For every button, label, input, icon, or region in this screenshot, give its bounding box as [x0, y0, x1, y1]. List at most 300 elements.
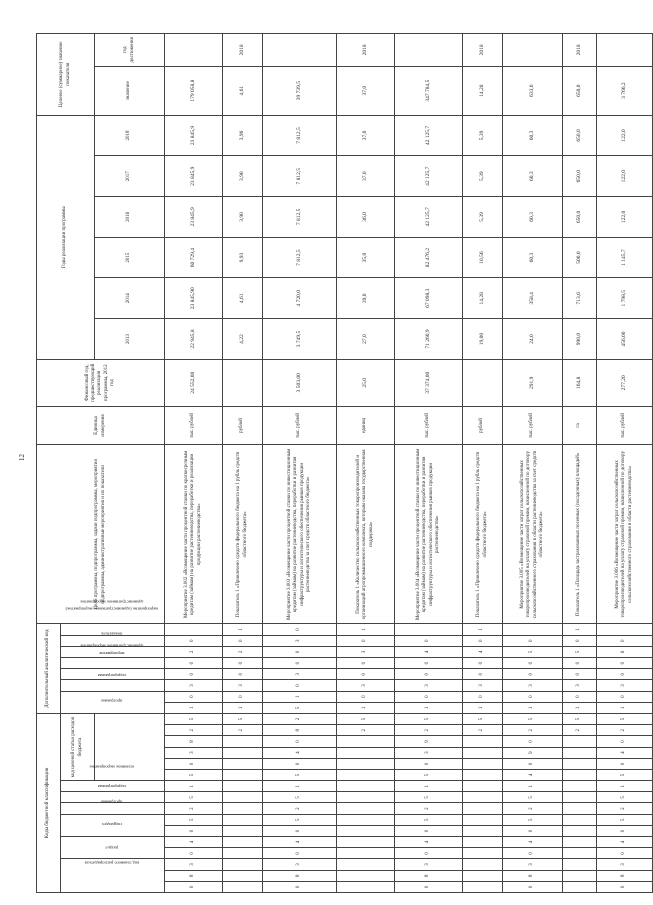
- code-digit: [563, 881, 597, 892]
- final-year: 2018: [337, 34, 395, 67]
- code-digit: [223, 870, 263, 881]
- code-digit: [337, 814, 395, 825]
- code-digit: 3: [463, 680, 503, 691]
- code-digit: 1: [165, 702, 223, 713]
- code-digit: 0: [463, 657, 503, 668]
- year-value: 4,22: [223, 319, 263, 360]
- code-digit: 0: [223, 691, 263, 702]
- code-digit: [223, 758, 263, 769]
- goal-name-cell: Показатель 1 «Привлечено средств федерального бюджета на 1 рубль средств областного бюджета»: [223, 445, 263, 624]
- code-digit: 2: [395, 803, 463, 814]
- header-additional-sub-text: показатель: [101, 631, 123, 637]
- table-row: [263, 34, 337, 893]
- year-value: 23 845,9: [165, 156, 223, 197]
- code-digit: 0: [395, 758, 463, 769]
- goal-name-cell: Показатель 1 «Площадь застрахованных посевных (посадочных) площадей»: [563, 445, 597, 624]
- code-digit: [463, 859, 503, 870]
- code-digit: 0: [395, 881, 463, 892]
- year-value: 23 845,90: [165, 278, 223, 319]
- code-digit: 4: [395, 646, 463, 657]
- year-value: 122,0: [597, 115, 653, 156]
- code-digit: 2: [223, 725, 263, 736]
- code-digit: 2: [563, 725, 597, 736]
- code-digit: 0: [337, 657, 395, 668]
- code-digit: 5: [223, 713, 263, 724]
- code-digit: [463, 803, 503, 814]
- final-year: [165, 34, 223, 67]
- code-digit: 8: [597, 870, 653, 881]
- year-value: 67 098,3: [395, 278, 463, 319]
- header-budget-sub-text: раздел: [105, 845, 119, 851]
- code-digit: 2: [597, 803, 653, 814]
- code-digit: 5: [395, 792, 463, 803]
- code-digit: 5: [165, 814, 223, 825]
- goal-name-cell: Мероприятие 3.002 «Возмещение части процентной ставки по краткосрочным кредитам (займам) на развитие растениеводства, переработки и реализации продукции растениеводства»: [165, 445, 223, 624]
- header-additional-sub-text: подпрограмма: [97, 672, 126, 678]
- code-digit: 8: [165, 870, 223, 881]
- goal-name-cell: Мероприятие 3.004 «Возмещение части процентной ставки по инвестиционным кредитам (займам) на развитие растениеводства, переработки и развития инфраструктуры и логистического обеспечения рынков продукции растениеводства»: [395, 445, 463, 624]
- header-budget-sub-text: основное мероприятие: [89, 764, 135, 770]
- code-digit: 0: [597, 657, 653, 668]
- final-value: 39 739,5: [263, 66, 337, 115]
- code-digit: 4: [165, 837, 223, 848]
- year-value: 35,0: [337, 237, 395, 278]
- code-digit: [563, 825, 597, 836]
- code-digit: 0: [337, 635, 395, 646]
- code-digit: [337, 870, 395, 881]
- code-digit: 5: [165, 792, 223, 803]
- year-value: 1 145,7: [597, 237, 653, 278]
- code-digit: [563, 758, 597, 769]
- year-value: 990,0: [563, 319, 597, 360]
- code-digit: 0: [263, 646, 337, 657]
- code-digit: 1: [263, 691, 337, 702]
- code-digit: 1: [503, 702, 563, 713]
- header-budget-sub: [61, 814, 165, 836]
- code-digit: 2: [503, 725, 563, 736]
- code-digit: [165, 624, 223, 635]
- year-value: 60,3: [503, 237, 563, 278]
- code-digit: 0: [263, 736, 337, 747]
- code-digit: 0: [165, 635, 223, 646]
- code-digit: [563, 769, 597, 780]
- year-value: 4 720,0: [263, 278, 337, 319]
- code-digit: [463, 747, 503, 758]
- unit-cell: тыс. рублей: [503, 406, 563, 445]
- code-digit: [223, 881, 263, 892]
- final-value: 633,6: [503, 66, 563, 115]
- code-digit: 0: [503, 635, 563, 646]
- year-value: 358,4: [503, 278, 563, 319]
- code-digit: [563, 859, 597, 870]
- code-digit: 2: [165, 646, 223, 657]
- year-value: 7 812,5: [263, 197, 337, 238]
- code-digit: [463, 758, 503, 769]
- code-digit: [395, 624, 463, 635]
- header-unit: Единица измерения: [37, 406, 165, 445]
- code-digit: 0: [597, 825, 653, 836]
- table-row: [337, 34, 395, 893]
- code-digit: [463, 792, 503, 803]
- code-digit: 1: [563, 702, 597, 713]
- code-digit: [563, 781, 597, 792]
- table-row: [165, 34, 223, 893]
- year-value: 37,0: [337, 156, 395, 197]
- final-value: 3 766,2: [597, 66, 653, 115]
- final-year: [597, 34, 653, 67]
- code-digit: 0: [165, 848, 223, 859]
- header-budget-sub-text: программа: [101, 799, 123, 805]
- code-digit: 2: [223, 646, 263, 657]
- header-additional-sub-text: мероприятие: [99, 651, 125, 657]
- code-digit: 4: [263, 837, 337, 848]
- code-digit: 0: [395, 635, 463, 646]
- code-digit: [337, 792, 395, 803]
- code-digit: 5: [463, 713, 503, 724]
- code-digit: 2: [597, 725, 653, 736]
- code-digit: 4: [597, 837, 653, 848]
- code-digit: 0: [563, 691, 597, 702]
- code-digit: [337, 881, 395, 892]
- year-value: 5,39: [463, 197, 503, 238]
- code-digit: 5: [395, 713, 463, 724]
- code-digit: [597, 624, 653, 635]
- code-digit: [563, 803, 597, 814]
- code-digit: 5: [503, 646, 563, 657]
- program-table: [36, 33, 653, 893]
- base-year-value: 25,0: [337, 359, 395, 406]
- year-value: 60,3: [503, 156, 563, 197]
- code-digit: 0: [463, 691, 503, 702]
- code-digit: 9: [503, 747, 563, 758]
- code-digit: [563, 747, 597, 758]
- header-year-2017: 2017: [95, 156, 165, 197]
- code-digit: 0: [563, 669, 597, 680]
- year-value: 82 476,2: [395, 237, 463, 278]
- code-digit: 3: [395, 680, 463, 691]
- table-row: [395, 34, 463, 893]
- table-row: [563, 34, 597, 893]
- header-year-2015: 2015: [95, 237, 165, 278]
- code-digit: 5: [165, 713, 223, 724]
- year-value: 4,61: [223, 278, 263, 319]
- code-digit: 1: [165, 781, 223, 792]
- code-digit: 0: [463, 635, 503, 646]
- year-value: 36,0: [337, 197, 395, 238]
- code-digit: 0: [503, 669, 563, 680]
- final-year: [395, 34, 463, 67]
- header-final-sub: значение: [95, 66, 165, 115]
- code-digit: 0: [165, 669, 223, 680]
- code-digit: 0: [337, 691, 395, 702]
- code-digit: 0: [263, 657, 337, 668]
- code-digit: 5: [563, 713, 597, 724]
- year-value: 42 125,7: [395, 115, 463, 156]
- code-digit: 0: [503, 657, 563, 668]
- code-digit: 2: [337, 725, 395, 736]
- code-digit: 0: [263, 624, 337, 635]
- code-digit: [337, 837, 395, 848]
- code-digit: [337, 747, 395, 758]
- code-digit: 0: [223, 657, 263, 668]
- code-digit: [337, 758, 395, 769]
- code-digit: [563, 792, 597, 803]
- code-digit: 1: [503, 781, 563, 792]
- header-year-2016: 2016: [95, 197, 165, 238]
- header-year-2018: 2018: [95, 115, 165, 156]
- code-digit: [463, 781, 503, 792]
- code-digit: 3: [503, 859, 563, 870]
- unit-cell: тыс. рублей: [597, 406, 653, 445]
- final-year: 2018: [563, 34, 597, 67]
- code-digit: [563, 814, 597, 825]
- header-final-value: Целевое (суммарное) значение показателя: [37, 34, 95, 116]
- code-digit: 2: [463, 725, 503, 736]
- code-digit: 1: [395, 781, 463, 792]
- code-digit: [463, 814, 503, 825]
- code-digit: 0: [597, 758, 653, 769]
- table-row: [503, 34, 563, 893]
- code-digit: 2: [503, 803, 563, 814]
- code-digit: [503, 624, 563, 635]
- year-value: 3,90: [223, 197, 263, 238]
- base-year-value: 3 503,00: [263, 359, 337, 406]
- code-digit: 3: [165, 680, 223, 691]
- code-digit: [223, 859, 263, 870]
- code-digit: [223, 848, 263, 859]
- code-digit: 8: [165, 736, 223, 747]
- final-value: 650,0: [563, 66, 597, 115]
- code-digit: [337, 769, 395, 780]
- page-number: 12: [18, 454, 26, 461]
- code-digit: 0: [165, 881, 223, 892]
- code-digit: 1: [337, 702, 395, 713]
- header-goal-name: Цели программы, подпрограммы, задачи подпрограммы, мероприятия подпрограммы, административные мероприятия и их показатели: [37, 445, 165, 624]
- code-digit: 0: [395, 825, 463, 836]
- code-digit: 3: [395, 859, 463, 870]
- code-digit: 3: [597, 680, 653, 691]
- base-year-value: 37 374,00: [395, 359, 463, 406]
- code-digit: 0: [463, 669, 503, 680]
- code-digit: 5: [395, 814, 463, 825]
- year-value: 1 798,5: [597, 278, 653, 319]
- code-digit: [463, 837, 503, 848]
- base-year-value: [223, 359, 263, 406]
- year-value: 19,00: [463, 319, 503, 360]
- code-digit: [563, 736, 597, 747]
- code-digit: 5: [503, 713, 563, 724]
- goal-name-cell: Показатель 1 «Количество сельскохозяйственных товаропроизводителей и организаций агропромышленного комплекса, которым оказана государственная поддержка»: [337, 445, 395, 624]
- final-year: [263, 34, 337, 67]
- code-digit: 1: [223, 702, 263, 713]
- code-digit: 1: [563, 624, 597, 635]
- code-digit: 4: [597, 747, 653, 758]
- code-digit: 5: [597, 713, 653, 724]
- header-budget-sub-text: код главного распорядителя: [84, 860, 140, 866]
- code-digit: 1: [463, 624, 503, 635]
- header-additional-sub-text: административное мероприятие: [80, 598, 144, 604]
- code-digit: 0: [263, 758, 337, 769]
- year-value: 42 125,7: [395, 156, 463, 197]
- table-row: [463, 34, 503, 893]
- year-value: 3 749,5: [263, 319, 337, 360]
- code-digit: 3: [165, 859, 223, 870]
- code-digit: 0: [597, 881, 653, 892]
- code-digit: [563, 837, 597, 848]
- year-value: 122,0: [597, 156, 653, 197]
- code-digit: 5: [563, 646, 597, 657]
- header-additional-sub-text: мероприятие (административное мероприятие): [65, 606, 159, 612]
- code-digit: [223, 837, 263, 848]
- code-digit: 0: [597, 691, 653, 702]
- code-digit: 2: [263, 803, 337, 814]
- code-digit: [463, 881, 503, 892]
- code-digit: 3: [597, 859, 653, 870]
- code-digit: 5: [165, 769, 223, 780]
- year-value: 42 125,7: [395, 197, 463, 238]
- base-year-value: [463, 359, 503, 406]
- final-value: 4,61: [223, 66, 263, 115]
- table-row: [223, 34, 263, 893]
- header-year-2013: 2013: [95, 319, 165, 360]
- code-digit: 4: [503, 769, 563, 780]
- header-budget-codes: Коды бюджетной классификации: [37, 713, 61, 892]
- year-value: 3,90: [223, 115, 263, 156]
- code-digit: [337, 859, 395, 870]
- header-additional-sub: [61, 691, 165, 713]
- year-value: 37,0: [337, 115, 395, 156]
- base-year-value: 164,8: [563, 359, 597, 406]
- goal-name-cell: Показатель 1 «Привлечено средств федерального бюджета на 1 рубль средств областного бюджета»: [463, 445, 503, 624]
- code-digit: 3: [165, 747, 223, 758]
- code-digit: 3: [563, 680, 597, 691]
- code-digit: 0: [395, 848, 463, 859]
- year-value: 22 945,8: [165, 319, 223, 360]
- code-digit: 8: [395, 870, 463, 881]
- code-digit: 5: [503, 814, 563, 825]
- header-budget-sub-text: подпрограмма: [97, 784, 126, 790]
- year-value: 23 845,9: [165, 197, 223, 238]
- year-value: 3,90: [223, 156, 263, 197]
- code-digit: 8: [503, 870, 563, 881]
- code-digit: [463, 870, 503, 881]
- year-value: 60,3: [503, 197, 563, 238]
- year-value: 650,0: [563, 197, 597, 238]
- code-digit: 0: [263, 848, 337, 859]
- code-digit: 3: [223, 680, 263, 691]
- header-budget-sub: [61, 799, 165, 814]
- code-digit: [337, 825, 395, 836]
- code-digit: 1: [337, 624, 395, 635]
- code-digit: [337, 848, 395, 859]
- header-additional-sub-text: программа: [101, 698, 123, 704]
- code-digit: [463, 825, 503, 836]
- code-digit: [223, 792, 263, 803]
- final-value: 179 058,8: [165, 66, 223, 115]
- code-digit: 5: [263, 702, 337, 713]
- code-digit: 2: [263, 713, 337, 724]
- code-digit: 8: [263, 725, 337, 736]
- code-digit: [223, 803, 263, 814]
- code-digit: 0: [597, 669, 653, 680]
- code-digit: 6: [597, 646, 653, 657]
- unit-cell: тыс. рублей: [165, 406, 223, 445]
- code-digit: 0: [597, 736, 653, 747]
- unit-cell: тыс. рублей: [395, 406, 463, 445]
- header-years-of-program: Годы реализации программы: [37, 115, 95, 359]
- code-digit: 0: [395, 657, 463, 668]
- code-digit: 5: [597, 769, 653, 780]
- code-digit: 3: [337, 680, 395, 691]
- code-digit: 3: [503, 680, 563, 691]
- code-digit: 0: [563, 635, 597, 646]
- code-digit: [463, 848, 503, 859]
- code-digit: [223, 825, 263, 836]
- base-year-value: 24 552,00: [165, 359, 223, 406]
- code-digit: 5: [263, 792, 337, 803]
- header-target-article-code: код целевой статьи расходов бюджета: [61, 713, 95, 780]
- code-digit: 4: [503, 837, 563, 848]
- code-digit: 0: [165, 825, 223, 836]
- code-digit: 0: [263, 881, 337, 892]
- final-value: 347 784,5: [395, 66, 463, 115]
- code-digit: 2: [165, 725, 223, 736]
- goal-name-cell: Мероприятие 3.006 «Возмещение части затрат сельскохозяйственных товаропроизводителей на уплату страховой премии, начисленной по договору сельскохозяйственного страхования в области растениеводства»: [597, 445, 653, 624]
- code-digit: 0: [337, 669, 395, 680]
- final-year: 2018: [463, 34, 503, 67]
- code-digit: [463, 769, 503, 780]
- year-value: 456,00: [597, 319, 653, 360]
- header-fiscal-year: Финансовый год, предшествующий реализации программы, 2012 год: [37, 359, 165, 406]
- code-digit: [223, 747, 263, 758]
- code-digit: 4: [395, 837, 463, 848]
- code-digit: 0: [563, 657, 597, 668]
- code-digit: 5: [263, 769, 337, 780]
- code-digit: 5: [597, 814, 653, 825]
- unit-cell: единиц: [337, 406, 395, 445]
- code-digit: 2: [165, 803, 223, 814]
- code-digit: [223, 781, 263, 792]
- code-digit: 0: [503, 736, 563, 747]
- year-value: 60,3: [503, 115, 563, 156]
- code-digit: [223, 736, 263, 747]
- code-digit: 1: [263, 781, 337, 792]
- code-digit: 4: [463, 646, 503, 657]
- header-additional-code: Дополнительный аналитический код: [37, 624, 61, 714]
- code-digit: 3: [263, 635, 337, 646]
- code-digit: 5: [597, 792, 653, 803]
- code-digit: [463, 736, 503, 747]
- code-digit: 5: [337, 713, 395, 724]
- code-digit: 1: [395, 702, 463, 713]
- code-digit: 3: [395, 747, 463, 758]
- year-value: 5,39: [463, 115, 503, 156]
- unit-cell: рублей: [463, 406, 503, 445]
- code-digit: 0: [597, 848, 653, 859]
- code-digit: 4: [263, 747, 337, 758]
- code-digit: 5: [395, 769, 463, 780]
- header-additional-sub-text: административное мероприятие: [80, 643, 144, 649]
- code-digit: 0: [597, 635, 653, 646]
- code-digit: 0: [165, 758, 223, 769]
- code-digit: 0: [165, 691, 223, 702]
- code-digit: 0: [503, 691, 563, 702]
- code-digit: 3: [263, 669, 337, 680]
- code-digit: 1: [463, 702, 503, 713]
- year-value: 71 260,9: [395, 319, 463, 360]
- code-digit: 1: [597, 781, 653, 792]
- year-value: 650,0: [563, 115, 597, 156]
